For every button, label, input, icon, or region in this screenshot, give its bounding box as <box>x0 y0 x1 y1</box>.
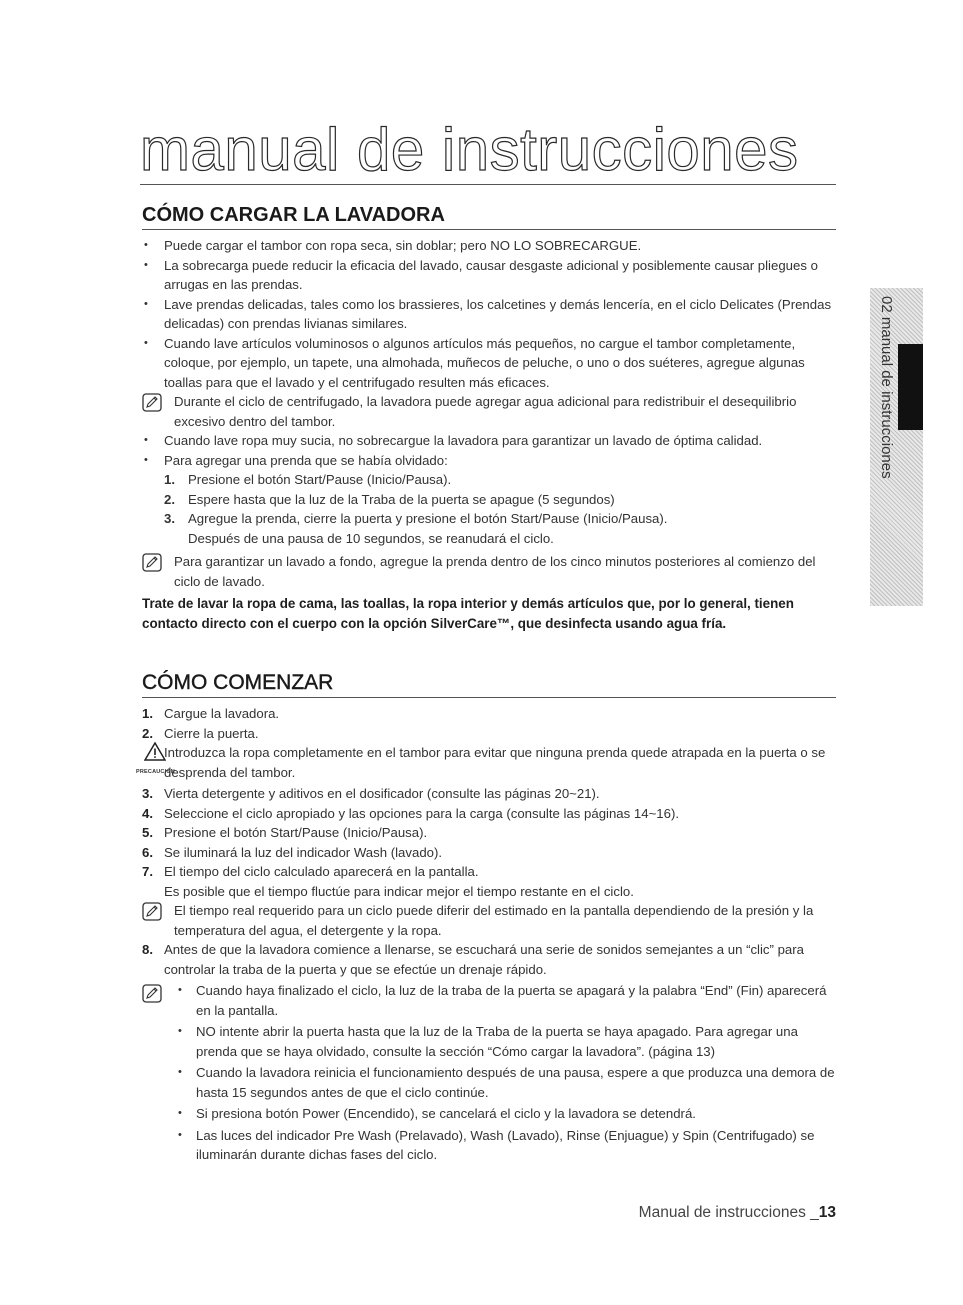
section-starting-body <box>136 704 836 1165</box>
warning-triangle-icon <box>144 742 166 761</box>
list-item: • Para agregar una prenda que se había olvidado: <box>142 451 836 471</box>
bullet-icon: • <box>178 984 182 996</box>
list-item: • Lave prendas delicadas, tales como los brassieres, los calcetines y demás lencería, en el ciclo Delicates (Prendas delicadas) con prendas livianas similares. <box>144 296 832 331</box>
bullet-icon: • <box>144 434 148 446</box>
list-item: • Si presiona botón Power (Encendido), se cancelará el ciclo y la lavadora se detendrá. <box>176 1104 836 1124</box>
footer-label: Manual de instrucciones _ <box>638 1204 819 1221</box>
note-block: Para garantizar un lavado a fondo, agregue la prenda dentro de los cinco minutos posteriores al comienzo del ciclo de lavado. <box>142 552 836 591</box>
step-item: 1. Cargue la lavadora. <box>142 706 280 721</box>
caution-block: PRECAUCIÓN Introduzca la ropa completamente en el tambor para evitar que ninguna prenda quede atrapada en la puerta o se desprenda del tambor. <box>142 743 836 782</box>
pencil-note-icon <box>142 393 162 412</box>
bullet-icon: • <box>144 336 148 349</box>
bullet-icon: • <box>144 453 148 466</box>
section-heading-starting: CÓMO COMENZAR <box>142 671 836 698</box>
page-footer <box>639 1204 836 1222</box>
bullet-icon: • <box>178 1025 182 1037</box>
section-loading-body <box>142 236 836 633</box>
list-item: • La sobrecarga puede reducir la eficacia del lavado, causar desgaste adicional y posiblemente causar pliegues o arrugas en las prendas. <box>144 257 818 292</box>
list-item: • Cuando lave ropa muy sucia, no sobrecargue la lavadora para garantizar un lavado de óptima calidad. <box>142 431 836 451</box>
list-item: • Cuando haya finalizado el ciclo, la luz de la traba de la puerta se apagará y la palabra “End” (Fin) aparecerá en la pantalla. <box>178 983 827 1018</box>
step-item: 3. Agregue la prenda, cierre la puerta y presione el botón Start/Pause (Inicio/Pausa). Después de una pausa de 10 segundos, se reanudará el ciclo. <box>164 511 668 546</box>
bullet-icon: • <box>178 1128 182 1141</box>
pencil-note-icon <box>142 984 162 1003</box>
list-item: • Cuando lave artículos voluminosos o algunos artículos más pequeños, no cargue el tambor completamente, coloque, por ejemplo, un tapete, una almohada, muñecos de peluche, o uno o dos suéteres, agregue algunas toallas para que el lavado y el centrifugado resulten más eficaces. <box>144 335 805 390</box>
step-item: 6. Se iluminará la luz del indicador Wash (lavado). <box>142 844 443 860</box>
bullet-icon: • <box>178 1066 182 1078</box>
step-item: 4. Seleccione el ciclo apropiado y las opciones para la carga (consulte las páginas 14~16). <box>142 805 679 821</box>
silvercare-warning: Trate de lavar la ropa de cama, las toallas, la ropa interior y demás artículos que, por lo general, tienen contacto directo con el cuerpo con la opción SilverCare™, que desinfecta usando agua fría. <box>142 596 794 631</box>
step-item: 2. Cierre la puerta. <box>142 725 259 741</box>
bullet-icon: • <box>144 239 148 251</box>
page-number: 13 <box>818 1204 836 1221</box>
bullet-icon: • <box>144 297 148 310</box>
note-list-block <box>142 981 836 1165</box>
page-title: manual de instrucciones <box>140 116 799 183</box>
pencil-note-icon <box>142 553 162 572</box>
title-divider <box>140 184 836 185</box>
chapter-tab-label: 02 manual de instrucciones <box>878 296 895 479</box>
list-item: • NO intente abrir la puerta hasta que la luz de la Traba de la puerta se haya apagado. Para agregar una prenda que se haya olvidado, consulte la sección “Cómo cargar la lavadora”. (página 13) <box>178 1024 798 1059</box>
list-item: • Puede cargar el tambor con ropa seca, sin doblar; pero NO LO SOBRECARGUE. <box>142 236 836 256</box>
bullet-icon: • <box>144 258 148 271</box>
pencil-note-icon <box>142 902 162 921</box>
list-item: • Las luces del indicador Pre Wash (Prelavado), Wash (Lavado), Rinse (Enjuague) y Spin (Centrifugado) se iluminarán durante dichas fases del ciclo. <box>178 1127 815 1162</box>
note-block: El tiempo real requerido para un ciclo puede diferir del estimado en la pantalla dependiendo de la presión y la temperatura del agua, el detergente y la ropa. <box>142 901 836 940</box>
step-item: 1. Presione el botón Start/Pause (Inicio/Pausa). <box>164 472 452 487</box>
list-item: • Cuando la lavadora reinicia el funcionamiento después de una pausa, espere a que produzca una demora de hasta 15 segundos antes de que el ciclo continúe. <box>178 1065 835 1100</box>
chapter-tab-marker <box>898 344 923 430</box>
step-item: 8. Antes de que la lavadora comience a llenarse, se escuchará una serie de sonidos semejantes a un “clic” para controlar la traba de la puerta y que se efectúe un drenaje rápido. <box>142 942 804 977</box>
caution-label: PRECAUCIÓN <box>136 769 175 775</box>
bullet-icon: • <box>178 1107 182 1119</box>
note-block: Durante el ciclo de centrifugado, la lavadora puede agregar agua adicional para redistribuir el desequilibrio excesivo dentro del tambor. <box>142 392 836 431</box>
step-item: 3. Vierta detergente y aditivos en el dosificador (consulte las páginas 20~21). <box>142 786 600 801</box>
section-heading-loading: CÓMO CARGAR LA LAVADORA <box>142 204 836 230</box>
step-item: 2. Espere hasta que la luz de la Traba de la puerta se apague (5 segundos) <box>164 491 615 507</box>
step-item: 7. El tiempo del ciclo calculado aparecerá en la pantalla. Es posible que el tiempo fluctúe para indicar mejor el tiempo restante en el ciclo. <box>142 864 634 899</box>
step-item: 5. Presione el botón Start/Pause (Inicio/Pausa). <box>142 825 428 840</box>
